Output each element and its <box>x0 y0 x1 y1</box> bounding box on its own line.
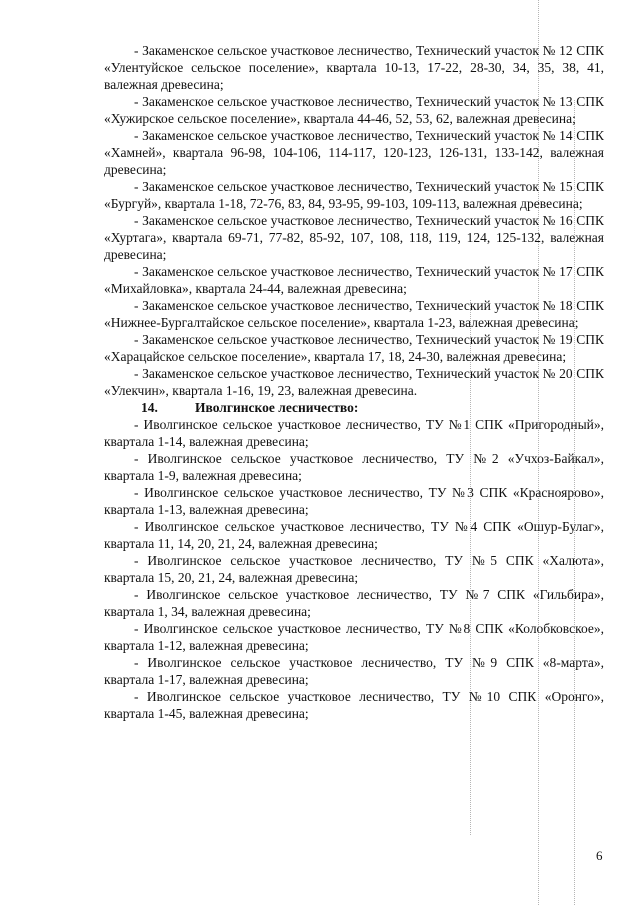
paragraph: - Иволгинское сельское участковое лесничество, ТУ №2 «Учхоз-Байкал», квартала 1-9, валежная древесина; <box>104 451 604 483</box>
document-body <box>104 42 604 722</box>
page-number: 6 <box>596 848 603 863</box>
paragraph: - Закаменское сельское участковое лесничество, Технический участок № 18 СПК «Нижнее-Бургалтайское сельское поселение», квартала 1-23, валежная древесина; <box>104 298 604 330</box>
paragraph: - Закаменское сельское участковое лесничество, Технический участок № 17 СПК «Михайловка», квартала 24-44, валежная древесина; <box>104 264 604 296</box>
paragraph: - Закаменское сельское участковое лесничество, Технический участок № 20 СПК «Улекчин», квартала 1-16, 19, 23, валежная древесина. <box>104 366 604 398</box>
paragraph: - Иволгинское сельское участковое лесничество, ТУ №7 СПК «Гильбира», квартала 1, 34, валежная древесина; <box>104 587 604 619</box>
section-heading <box>104 399 604 416</box>
paragraph: - Закаменское сельское участковое лесничество, Технический участок № 12 СПК «Улентуйское сельское поселение», квартала 10-13, 17-22, 28-30, 34, 35, 38, 41, валежная древесина; <box>104 43 604 92</box>
paragraph: - Иволгинское сельское участковое лесничество, ТУ №4 СПК «Ошур-Булаг», квартала 11, 14, 20, 21, 24, валежная древесина; <box>104 519 604 551</box>
section-number: 14. <box>141 400 158 415</box>
paragraph: - Закаменское сельское участковое лесничество, Технический участок № 19 СПК «Харацайское сельское поселение», квартала 17, 18, 24-30, валежная древесина; <box>104 332 604 364</box>
paragraph: - Закаменское сельское участковое лесничество, Технический участок № 16 СПК «Хуртага», квартала 69-71, 77-82, 85-92, 107, 108, 118, 119, 124, 125-132, валежная древесина; <box>104 213 604 262</box>
paragraph: - Иволгинское сельское участковое лесничество, ТУ №10 СПК «Оронго», квартала 1-45, валежная древесина; <box>104 689 604 721</box>
paragraph: - Иволгинское сельское участковое лесничество, ТУ №3 СПК «Красноярово», квартала 1-13, валежная древесина; <box>104 485 604 517</box>
paragraph: - Закаменское сельское участковое лесничество, Технический участок № 13 СПК «Хужирское сельское поселение», квартала 44-46, 52, 53, 62, валежная древесина; <box>104 94 604 126</box>
paragraph: - Иволгинское сельское участковое лесничество, ТУ №9 СПК «8-марта», квартала 1-17, валежная древесина; <box>104 655 604 687</box>
paragraph: - Закаменское сельское участковое лесничество, Технический участок № 14 СПК «Хамней», квартала 96-98, 104-106, 114-117, 120-123, 126-131, 133-142, валежная древесина; <box>104 128 604 177</box>
paragraph: - Иволгинское сельское участковое лесничество, ТУ №5 СПК «Халюта», квартала 15, 20, 21, 24, валежная древесина; <box>104 553 604 585</box>
paragraph: - Иволгинское сельское участковое лесничество, ТУ №8 СПК «Колобковское», квартала 1-12, валежная древесина; <box>104 621 604 653</box>
paragraph: - Закаменское сельское участковое лесничество, Технический участок № 15 СПК «Бургуй», квартала 1-18, 72-76, 83, 84, 93-95, 99-103, 109-113, валежная древесина; <box>104 179 604 211</box>
section-title: Иволгинское лесничество: <box>195 400 359 415</box>
paragraph: - Иволгинское сельское участковое лесничество, ТУ №1 СПК «Пригородный», квартала 1-14, валежная древесина; <box>104 417 604 449</box>
